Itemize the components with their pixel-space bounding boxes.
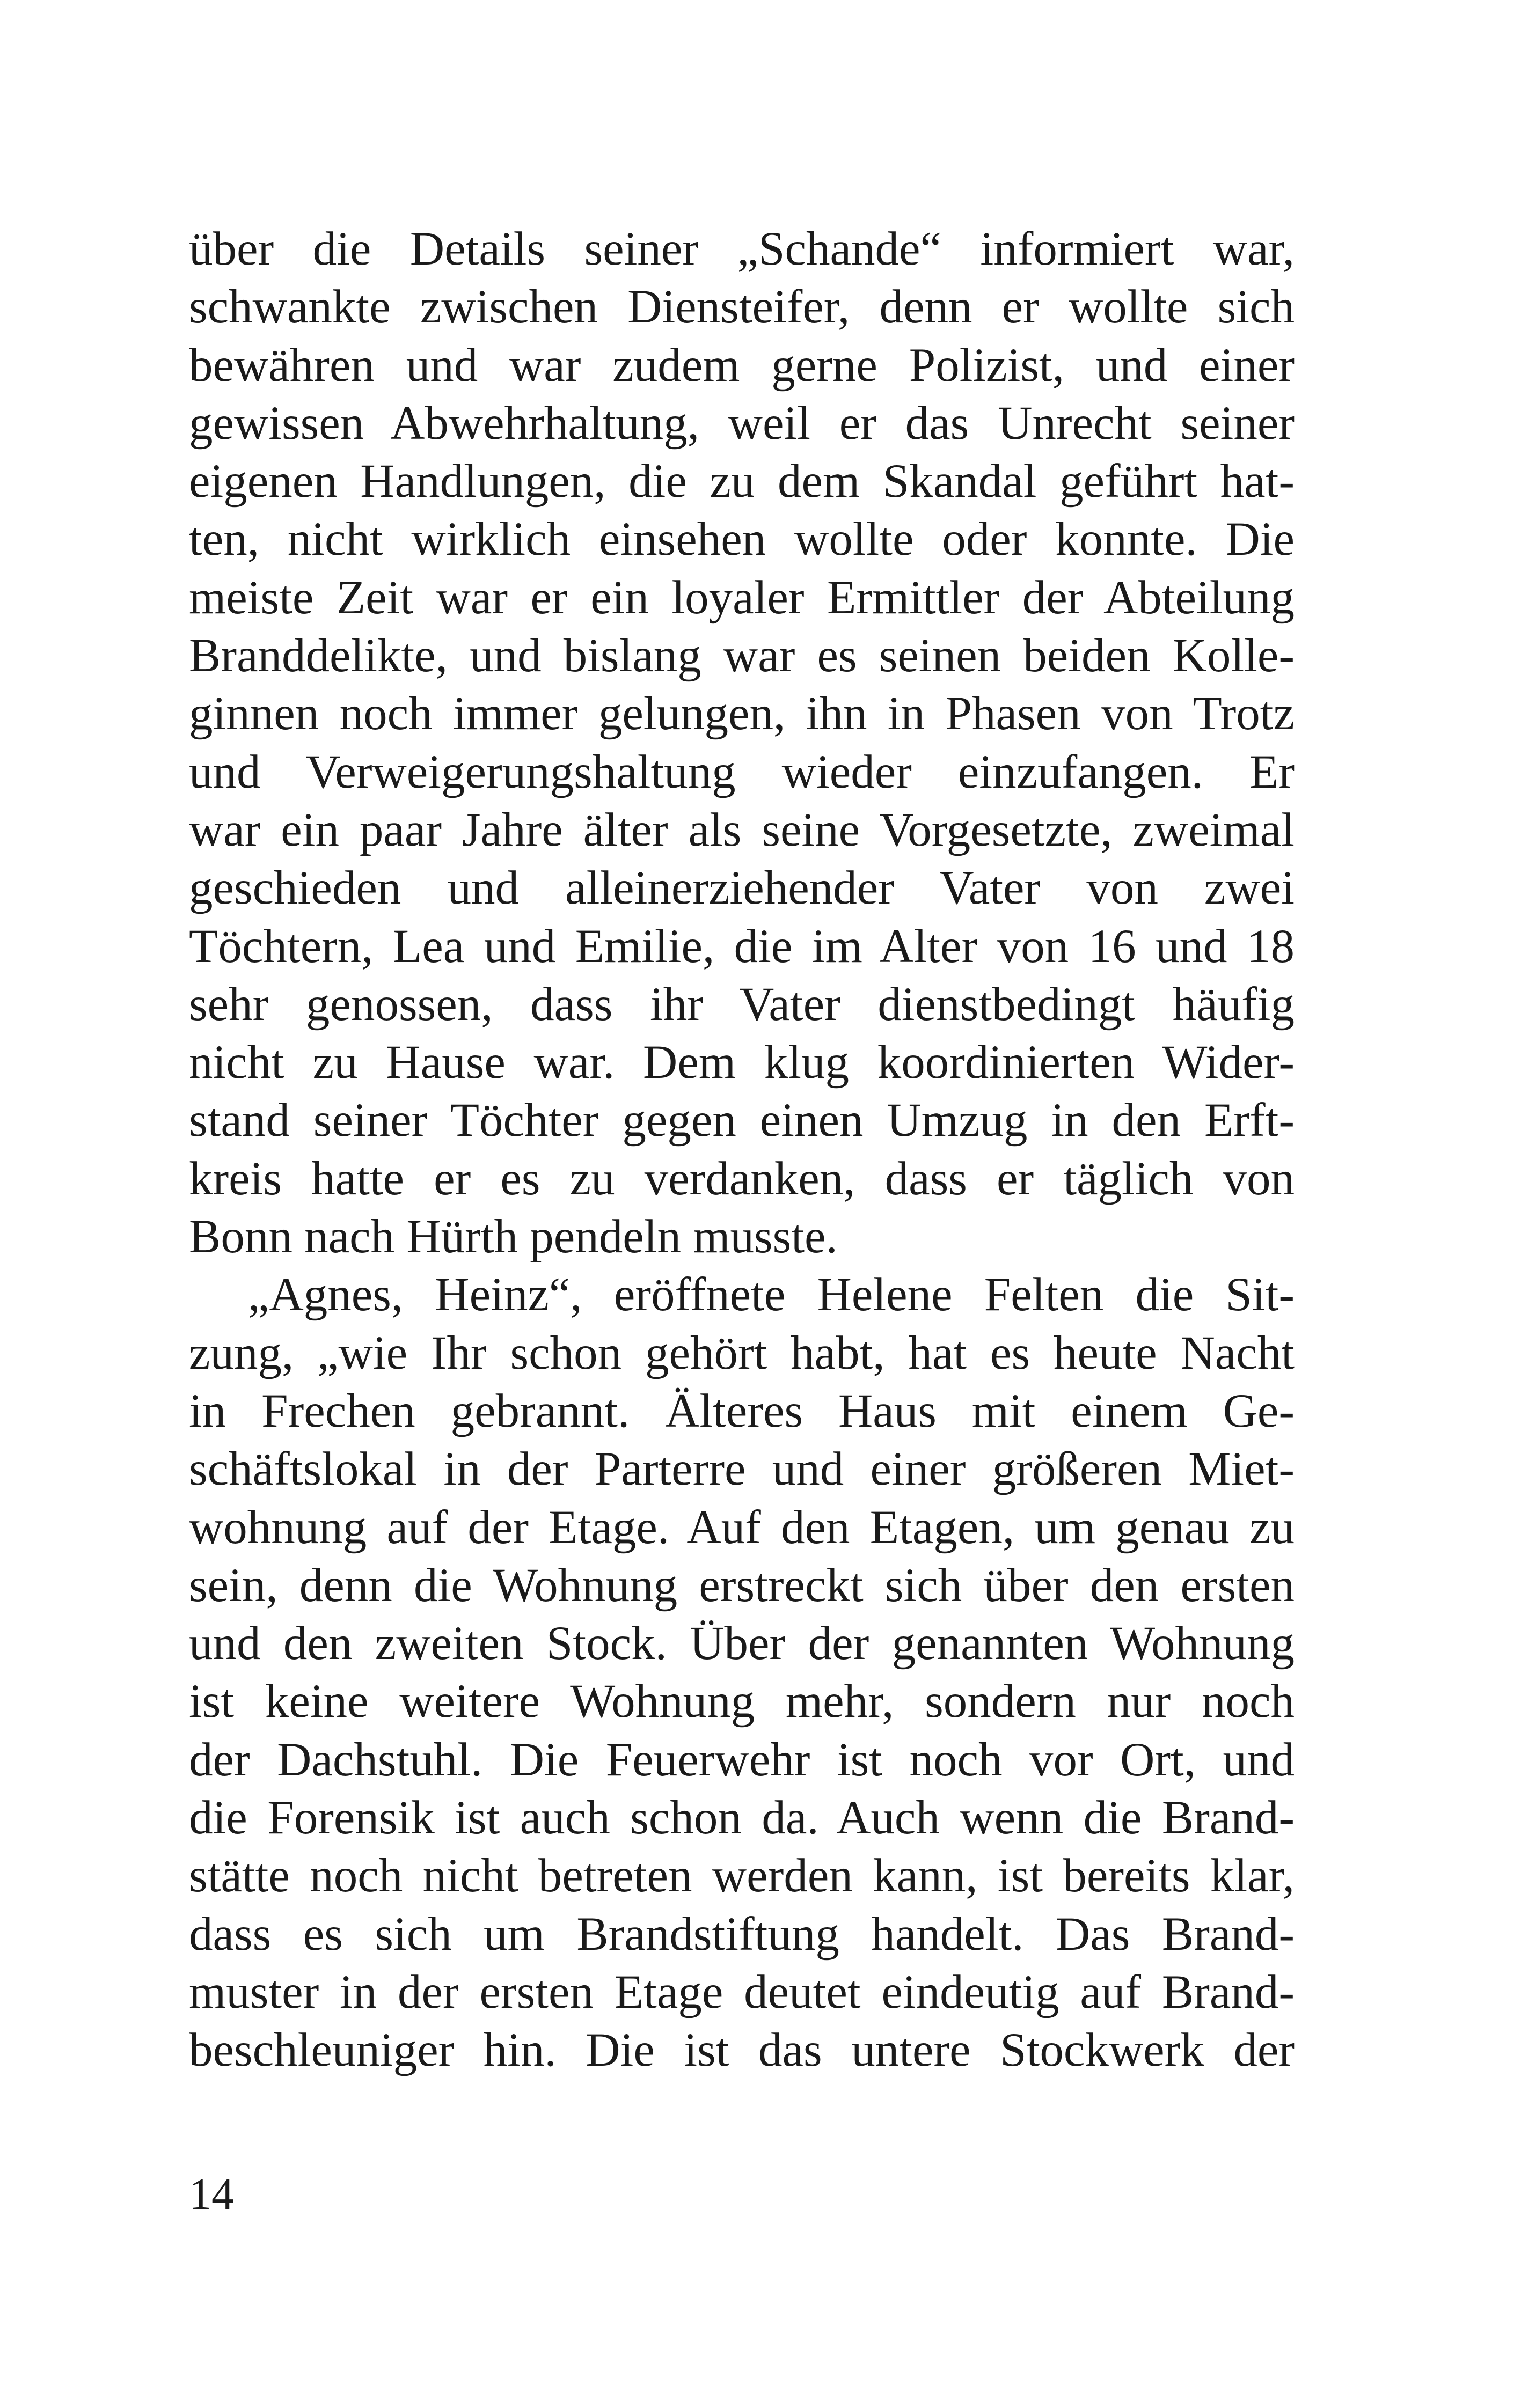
text-line: stand seiner Töchter gegen einen Umzug in den Erft- <box>189 1094 1295 1147</box>
text-line: dass es sich um Brandstiftung handelt. Das Brand- <box>189 1907 1295 1961</box>
text-line: beschleuniger hin. Die ist das untere Stockwerk der <box>189 2024 1295 2077</box>
text-line: ist keine weitere Wohnung mehr, sondern nur noch <box>189 1675 1295 1728</box>
text-line: der Dachstuhl. Die Feuerwehr ist noch vor Ort, und <box>189 1733 1295 1786</box>
page-number: 14 <box>189 2169 234 2219</box>
text-line: geschieden und alleinerziehender Vater von zwei <box>189 862 1295 915</box>
text-line: schwankte zwischen Diensteifer, denn er wollte sich <box>189 281 1295 334</box>
text-line: ten, nicht wirklich einsehen wollte oder konnte. Die <box>189 513 1295 566</box>
body-text <box>189 220 1295 2080</box>
text-line: sehr genossen, dass ihr Vater dienstbedingt häufig <box>189 978 1295 1031</box>
text-line: Branddelikte, und bislang war es seinen beiden Kolle- <box>189 629 1295 682</box>
text-line: die Forensik ist auch schon da. Auch wenn die Brand- <box>189 1792 1295 1845</box>
text-line: bewähren und war zudem gerne Polizist, und einer <box>189 339 1295 392</box>
text-line: in Frechen gebrannt. Älteres Haus mit einem Ge- <box>189 1384 1295 1437</box>
text-line: gewissen Abwehrhaltung, weil er das Unrecht seiner <box>189 397 1295 450</box>
text-line: und den zweiten Stock. Über der genannten Wohnung <box>189 1617 1295 1670</box>
text-line: schäftslokal in der Parterre und einer größeren Miet- <box>189 1443 1295 1496</box>
text-line: muster in der ersten Etage deutet eindeutig auf Brand- <box>189 1965 1295 2018</box>
text-line: sein, denn die Wohnung erstreckt sich über den ersten <box>189 1559 1295 1612</box>
text-line: über die Details seiner „Schande“ informiert war, <box>189 223 1295 275</box>
text-line: kreis hatte er es zu verdanken, dass er täglich von <box>189 1152 1295 1205</box>
text-line: stätte noch nicht betreten werden kann, ist bereits klar, <box>189 1849 1295 1903</box>
text-line: Bonn nach Hürth pendeln musste. <box>189 1210 838 1264</box>
text-line: meiste Zeit war er ein loyaler Ermittler der Abteilung <box>189 571 1295 624</box>
text-line: wohnung auf der Etage. Auf den Etagen, um genau zu <box>189 1501 1295 1554</box>
text-line: zung, „wie Ihr schon gehört habt, hat es heute Nacht <box>189 1326 1295 1379</box>
text-line: Töchtern, Lea und Emilie, die im Alter von 16 und 18 <box>189 920 1295 973</box>
text-line: ginnen noch immer gelungen, ihn in Phasen von Trotz <box>189 687 1295 740</box>
text-line: „Agnes, Heinz“, eröffnete Helene Felten die Sit- <box>248 1268 1295 1322</box>
text-line: und Verweigerungshaltung wieder einzufangen. Er <box>189 745 1295 798</box>
text-line: eigenen Handlungen, die zu dem Skandal geführt hat- <box>189 455 1295 508</box>
text-line: war ein paar Jahre älter als seine Vorgesetzte, zweimal <box>189 803 1295 856</box>
text-line: nicht zu Hause war. Dem klug koordinierten Wider- <box>189 1036 1295 1089</box>
